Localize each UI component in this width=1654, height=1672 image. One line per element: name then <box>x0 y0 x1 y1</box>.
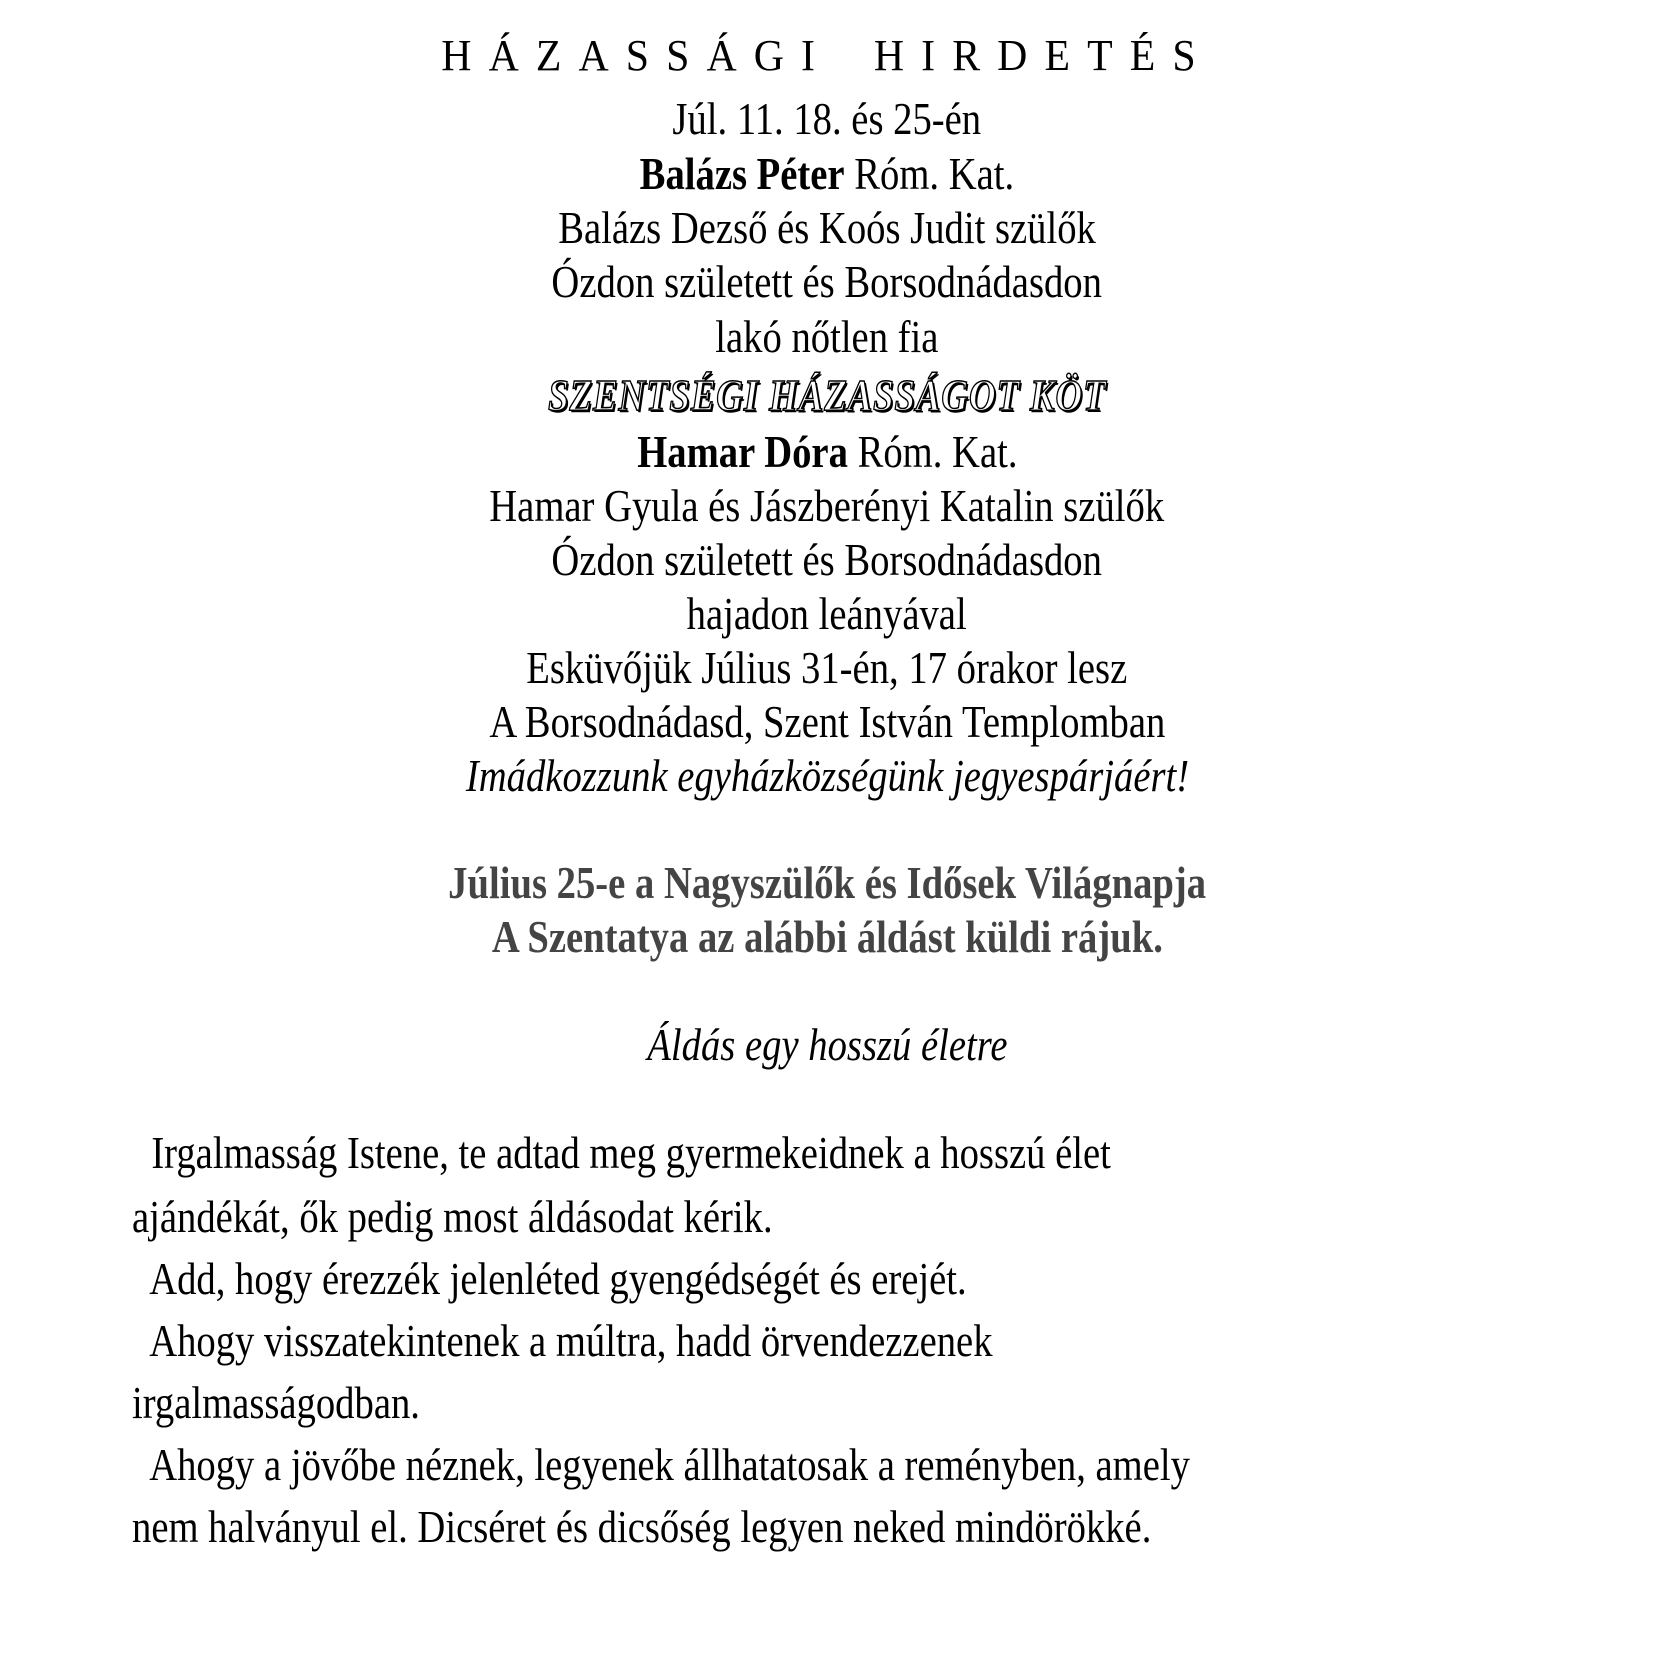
blessing-line: Irgalmasság Istene, te adtad meg gyermekeidnek a hosszú élet <box>132 1127 1111 1178</box>
prayer-call: Imádkozzunk egyházközségünk jegyespárjáért! <box>465 750 1189 801</box>
blessing-line: ajándékát, ők pedig most áldásodat kérik. <box>132 1191 773 1242</box>
title-word-1: HÁZASSÁGI <box>441 31 833 80</box>
groom-line <box>0 148 1654 199</box>
bride-name: Hamar Dóra <box>636 426 848 477</box>
notice-line-1: Július 25-e a Nagyszülők és Idősek Világnapja <box>448 857 1206 908</box>
sacrament-heading: SZENTSÉGI HÁZASSÁGOT KÖT <box>547 371 1107 420</box>
blessing-title: Áldás egy hosszú életre <box>646 1019 1008 1070</box>
bride-origin: Ózdon született és Borsodnádasdon <box>551 534 1103 585</box>
groom-origin: Ózdon született és Borsodnádasdon <box>551 256 1103 307</box>
blessing-line: Ahogy a jövőbe néznek, legyenek állhatatosak a reményben, amely <box>132 1439 1190 1490</box>
groom-religion: Róm. Kat. <box>854 148 1015 199</box>
title-word-2: HIRDETÉS <box>873 31 1213 80</box>
bride-line <box>0 426 1654 477</box>
wedding-time: Esküvőjük Július 31-én, 17 órakor lesz <box>526 642 1128 693</box>
groom-parents: Balázs Dezső és Koós Judit szülők <box>558 202 1096 253</box>
blessing-line: irgalmasságodban. <box>132 1377 420 1428</box>
blessing-line: nem halványul el. Dicséret és dicsőség legyen neked mindörökké. <box>132 1501 1152 1552</box>
blessing-line: Ahogy visszatekintenek a múltra, hadd örvendezzenek <box>132 1315 993 1366</box>
wedding-place: A Borsodnádasd, Szent István Templomban <box>489 696 1165 747</box>
bride-status: hajadon leányával <box>686 588 968 639</box>
groom-name: Balázs Péter <box>639 148 845 199</box>
notice-line-2: A Szentatya az alábbi áldást küldi rájuk. <box>491 911 1163 962</box>
announcement-dates: Júl. 11. 18. és 25-én <box>672 93 982 144</box>
groom-status: lakó nőtlen fia <box>715 311 939 362</box>
bride-religion: Róm. Kat. <box>857 426 1018 477</box>
page-title <box>0 31 1654 80</box>
bride-parents: Hamar Gyula és Jászberényi Katalin szülők <box>489 480 1165 531</box>
blessing-line: Add, hogy érezzék jelenléted gyengédségét és erejét. <box>132 1253 967 1304</box>
